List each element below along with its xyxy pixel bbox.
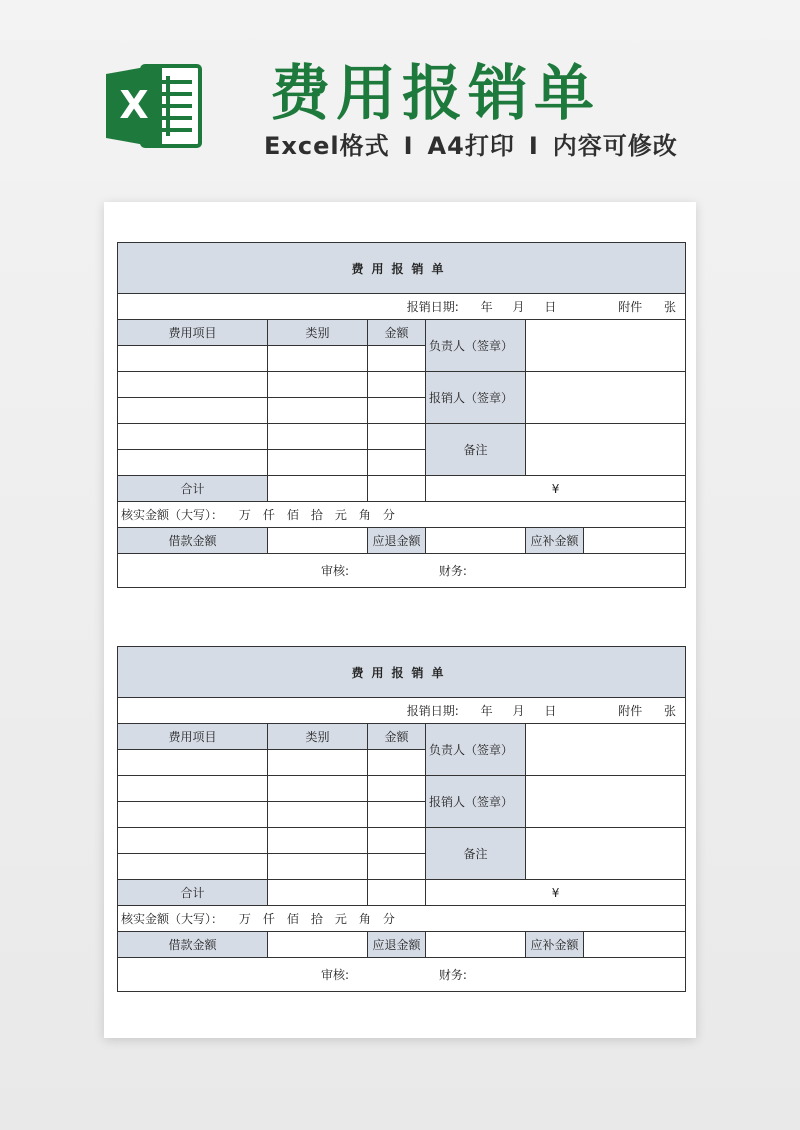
form-title: 费用报销单: [118, 647, 686, 698]
claimant-sign-cell[interactable]: [526, 776, 686, 828]
item-cell[interactable]: [118, 398, 268, 424]
supplement-amount-cell[interactable]: [584, 528, 686, 554]
remark-label: 备注: [426, 828, 526, 880]
category-cell[interactable]: [268, 346, 368, 372]
remark-cell[interactable]: [526, 828, 686, 880]
date-row: [118, 294, 686, 320]
item-cell[interactable]: [118, 424, 268, 450]
approval-row: [118, 554, 686, 588]
responsible-label: 负责人（签章）: [426, 724, 526, 776]
verified-label: 核实金额（大写）：: [121, 912, 224, 926]
total-label: 合计: [118, 476, 268, 502]
item-cell[interactable]: [118, 750, 268, 776]
col-item-header: 费用项目: [118, 320, 268, 346]
item-cell[interactable]: [118, 346, 268, 372]
loan-amount-cell[interactable]: [268, 528, 368, 554]
finance-label: 财务:: [438, 968, 467, 982]
loan-amount-label: 借款金额: [118, 528, 268, 554]
amount-cell[interactable]: [368, 802, 426, 828]
responsible-sign-cell[interactable]: [526, 724, 686, 776]
subtitle-separator: I: [403, 132, 414, 160]
form-table: [117, 646, 686, 992]
responsible-label: 负责人（签章）: [426, 320, 526, 372]
date-label: 报销日期:: [406, 704, 459, 718]
category-cell[interactable]: [268, 750, 368, 776]
refund-amount-label: 应退金额: [368, 932, 426, 958]
svg-text:X: X: [119, 83, 149, 127]
item-cell[interactable]: [118, 828, 268, 854]
claimant-label: 报销人（签章）: [426, 372, 526, 424]
supplement-amount-cell[interactable]: [584, 932, 686, 958]
page-title: 费用报销单: [270, 59, 600, 129]
day-label: 日: [544, 704, 557, 718]
supplement-amount-label: 应补金额: [526, 932, 584, 958]
subtitle-print: A4打印: [427, 132, 515, 160]
year-label: 年: [480, 704, 493, 718]
day-label: 日: [544, 300, 557, 314]
amount-cell[interactable]: [368, 372, 426, 398]
category-cell[interactable]: [268, 776, 368, 802]
form-title: 费用报销单: [118, 243, 686, 294]
currency-units: 万 仟 佰 拾 元 角 分: [238, 508, 395, 522]
subtitle-editable: 内容可修改: [552, 132, 678, 160]
category-cell[interactable]: [268, 450, 368, 476]
attach-label: 附件: [618, 704, 643, 718]
amount-cell[interactable]: [368, 828, 426, 854]
amount-cell[interactable]: [368, 450, 426, 476]
amount-cell[interactable]: [368, 750, 426, 776]
reimbursement-form: [117, 646, 685, 992]
remark-label: 备注: [426, 424, 526, 476]
total-yen-cell[interactable]: ¥: [426, 476, 686, 502]
refund-amount-cell[interactable]: [426, 932, 526, 958]
currency-units: 万 仟 佰 拾 元 角 分: [238, 912, 395, 926]
total-amount-cell[interactable]: [368, 880, 426, 906]
date-label: 报销日期:: [406, 300, 459, 314]
refund-amount-label: 应退金额: [368, 528, 426, 554]
item-cell[interactable]: [118, 450, 268, 476]
category-cell[interactable]: [268, 424, 368, 450]
category-cell[interactable]: [268, 802, 368, 828]
approval-row: [118, 958, 686, 992]
sheets-label: 张: [664, 704, 677, 718]
form-table: [117, 242, 686, 588]
claimant-label: 报销人（签章）: [426, 776, 526, 828]
refund-amount-cell[interactable]: [426, 528, 526, 554]
page-subtitle: [264, 126, 678, 161]
category-cell[interactable]: [268, 372, 368, 398]
item-cell[interactable]: [118, 776, 268, 802]
header-banner: [0, 0, 800, 190]
claimant-sign-cell[interactable]: [526, 372, 686, 424]
audit-label: 审核:: [321, 564, 350, 578]
item-cell[interactable]: [118, 372, 268, 398]
subtitle-format: Excel格式: [264, 132, 390, 160]
loan-amount-label: 借款金额: [118, 932, 268, 958]
verified-label: 核实金额（大写）：: [121, 508, 224, 522]
month-label: 月: [512, 300, 525, 314]
category-cell[interactable]: [268, 398, 368, 424]
col-amount-header: 金额: [368, 724, 426, 750]
amount-cell[interactable]: [368, 346, 426, 372]
amount-cell[interactable]: [368, 776, 426, 802]
loan-amount-cell[interactable]: [268, 932, 368, 958]
amount-cell[interactable]: [368, 398, 426, 424]
reimbursement-form: [117, 242, 685, 588]
col-category-header: 类别: [268, 724, 368, 750]
verified-amount-row[interactable]: [118, 906, 686, 932]
excel-logo-icon: [104, 60, 204, 152]
col-category-header: 类别: [268, 320, 368, 346]
col-amount-header: 金额: [368, 320, 426, 346]
finance-label: 财务:: [438, 564, 467, 578]
month-label: 月: [512, 704, 525, 718]
total-amount-cell[interactable]: [368, 476, 426, 502]
total-yen-cell[interactable]: ¥: [426, 880, 686, 906]
responsible-sign-cell[interactable]: [526, 320, 686, 372]
amount-cell[interactable]: [368, 854, 426, 880]
year-label: 年: [480, 300, 493, 314]
subtitle-separator: I: [528, 132, 539, 160]
total-category-cell[interactable]: [268, 880, 368, 906]
remark-cell[interactable]: [526, 424, 686, 476]
audit-label: 审核:: [321, 968, 350, 982]
col-item-header: 费用项目: [118, 724, 268, 750]
verified-amount-row[interactable]: [118, 502, 686, 528]
category-cell[interactable]: [268, 854, 368, 880]
paper-sheet: [104, 202, 696, 1038]
item-cell[interactable]: [118, 802, 268, 828]
category-cell[interactable]: [268, 828, 368, 854]
total-label: 合计: [118, 880, 268, 906]
date-row: [118, 698, 686, 724]
sheets-label: 张: [664, 300, 677, 314]
supplement-amount-label: 应补金额: [526, 528, 584, 554]
attach-label: 附件: [618, 300, 643, 314]
amount-cell[interactable]: [368, 424, 426, 450]
total-category-cell[interactable]: [268, 476, 368, 502]
item-cell[interactable]: [118, 854, 268, 880]
